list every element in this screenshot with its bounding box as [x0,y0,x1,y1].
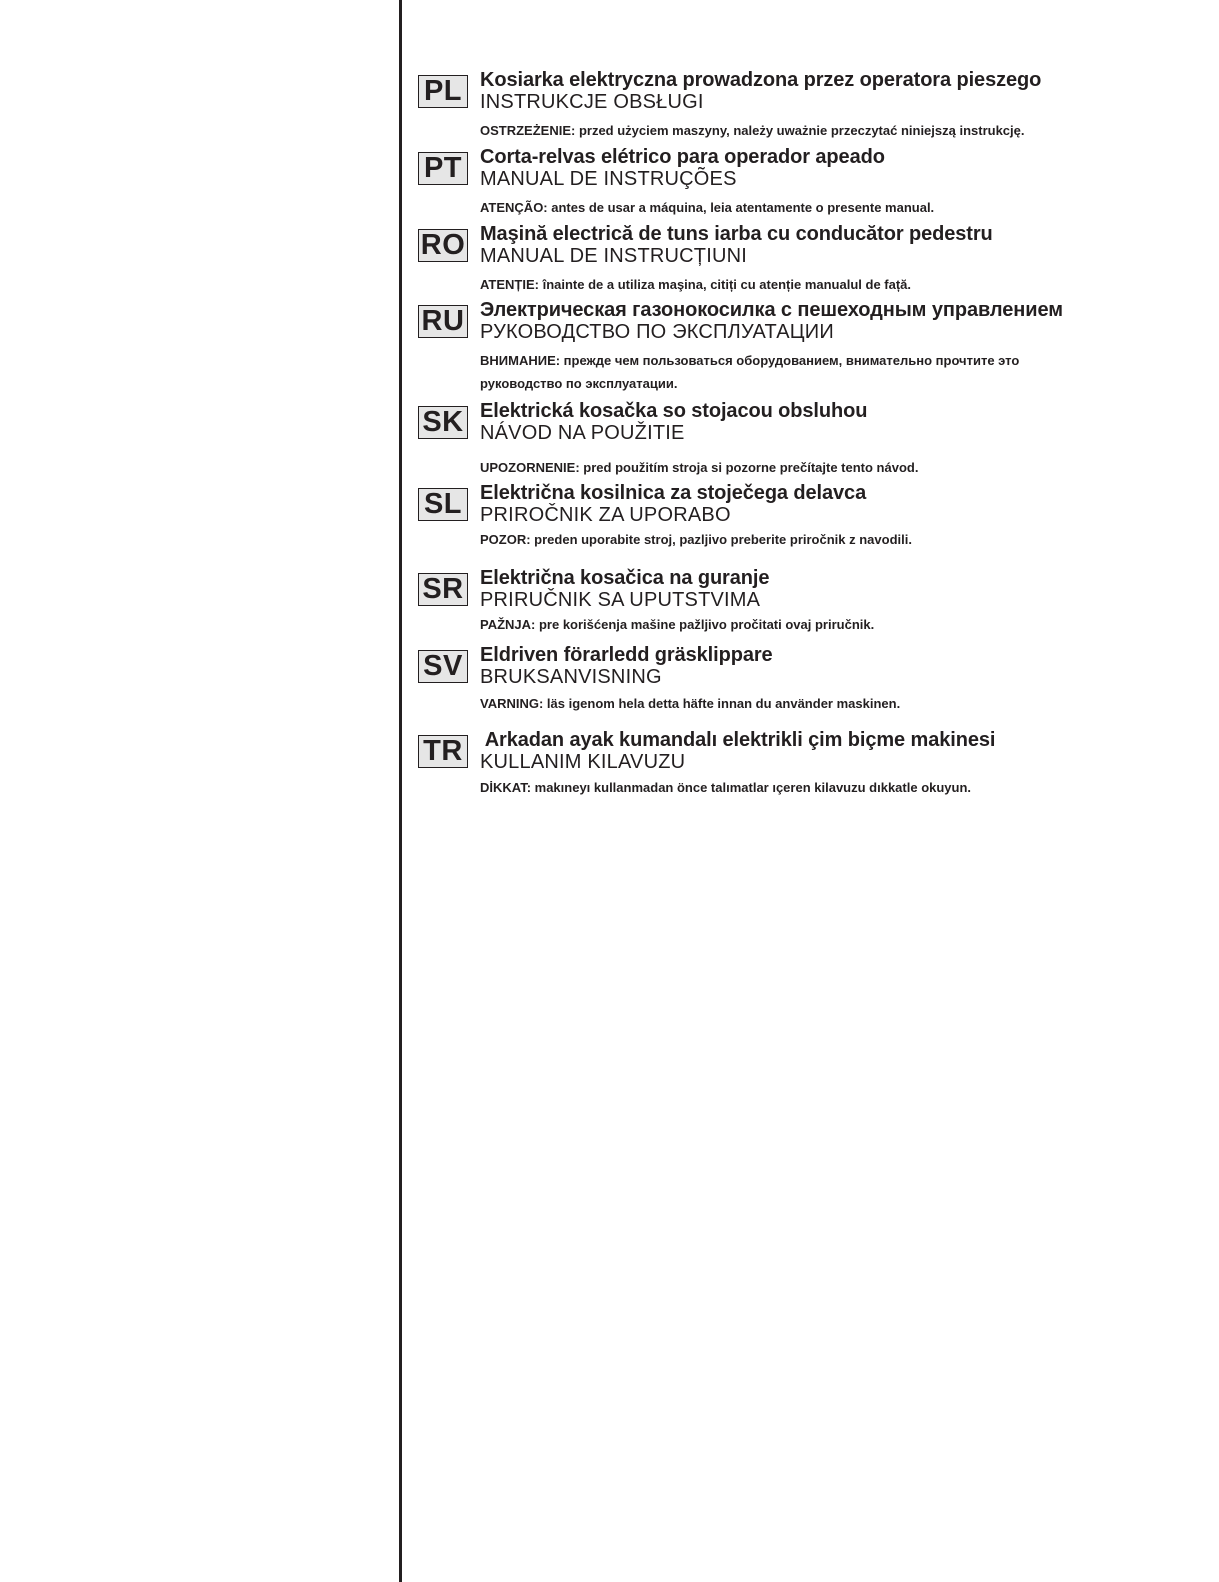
language-entry-texts [480,400,1120,479]
page-divider-line [399,0,402,1582]
language-entry-texts [480,729,1120,799]
product-title: Kosiarka elektryczna prowadzona przez operatora pieszego [480,69,1042,91]
warning-text: ВНИМАНИЕ: прежде чем пользоваться оборудованием, внимательно прочтите это руководство по эксплуатации. [480,353,1020,391]
product-title: Eldriven förarledd gräsklippare [480,644,773,666]
warning-text: VARNING: läs igenom hela detta häfte innan du använder maskinen. [480,696,901,711]
language-code-badge: RO [418,229,468,262]
product-title: Corta-relvas elétrico para operador apeado [480,146,885,168]
manual-title: PRIRUČNIK SA UPUTSTVIMA [480,589,761,611]
manual-title: MANUAL DE INSTRUCȚIUNI [480,245,748,267]
language-entry-texts [480,482,1120,551]
warning-text: PAŽNJA: pre korišćenja mašine pažljivo pročitati ovaj priručnik. [480,617,875,632]
language-code-badge: SL [418,488,468,521]
manual-title: MANUAL DE INSTRUÇÕES [480,168,737,190]
warning-text: POZOR: preden uporabite stroj, pazljivo preberite priročnik z navodili. [480,532,912,547]
language-code-badge: TR [418,735,468,768]
language-code-badge: SK [418,406,468,439]
language-entry-texts [480,644,1120,715]
manual-title: BRUKSANVISNING [480,666,662,688]
product-title: Arkadan ayak kumandalı elektrikli çim biçme makinesi [480,729,996,751]
manual-title: INSTRUKCJE OBSŁUGI [480,91,704,113]
language-code-badge: SV [418,650,468,683]
language-code-badge: PL [418,75,468,108]
language-code-badge: RU [418,305,468,338]
manual-title: NÁVOD NA POUŽITIE [480,422,685,444]
product-title: Električna kosačica na guranje [480,567,770,589]
product-title: Maşină electrică de tuns iarba cu conducător pedestru [480,223,993,245]
warning-text: ATENÇÃO: antes de usar a máquina, leia atentamente o presente manual. [480,200,935,215]
language-entry-texts [480,299,1120,395]
language-entry-texts [480,69,1120,142]
manual-title: РУКОВОДСТВО ПО ЭКСПЛУАТАЦИИ [480,321,834,343]
product-title: Električna kosilnica za stoječega delavca [480,482,867,504]
language-code-badge: SR [418,573,468,606]
product-title: Электрическая газонокосилка с пешеходным управлением [480,299,1063,321]
language-entry-texts [480,567,1120,636]
manual-title: KULLANIM KILAVUZU [480,751,686,773]
language-entry-texts [480,223,1120,296]
warning-text: UPOZORNENIE: pred použitím stroja si pozorne prečítajte tento návod. [480,460,919,475]
warning-text: OSTRZEŻENIE: przed użyciem maszyny, należy uważnie przeczytać niniejszą instrukcję. [480,123,1025,138]
product-title: Elektrická kosačka so stojacou obsluhou [480,400,868,422]
language-entry-texts [480,146,1120,219]
warning-text: ATENȚIE: înainte de a utiliza maşina, citiți cu atenție manualul de față. [480,277,912,292]
language-code-badge: PT [418,152,468,185]
manual-title: PRIROČNIK ZA UPORABO [480,504,731,526]
warning-text: DİKKAT: makıneyı kullanmadan önce talımatlar ıçeren kilavuzu dıkkatle okuyun. [480,780,972,795]
